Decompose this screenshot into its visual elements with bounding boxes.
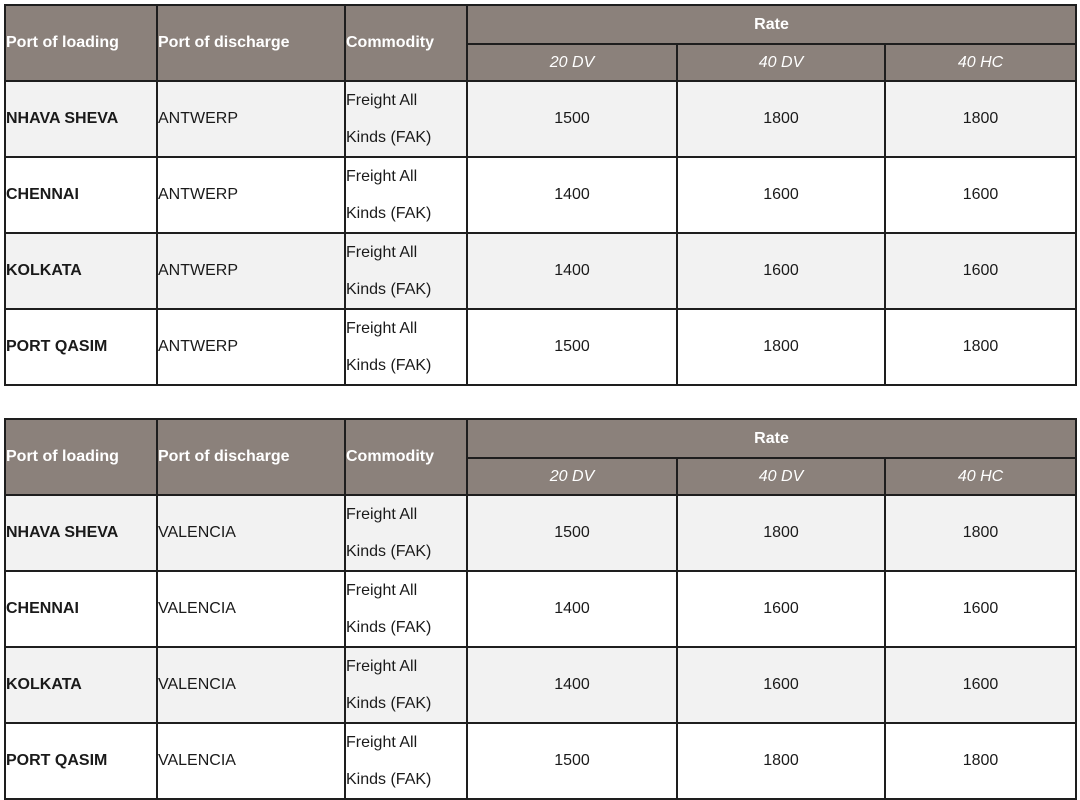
commodity-line-1: Freight All — [346, 244, 418, 261]
header-20dv: 20 DV — [467, 458, 677, 495]
rate-40hc-cell: 1600 — [885, 233, 1076, 309]
header-20dv: 20 DV — [467, 44, 677, 81]
table-row — [5, 647, 1076, 723]
header-port-of-loading: Port of loading — [5, 5, 157, 81]
rate-20dv-cell: 1400 — [467, 647, 677, 723]
commodity-line-2: Kinds (FAK) — [346, 357, 432, 374]
rate-40dv-cell: 1800 — [677, 495, 885, 571]
header-commodity: Commodity — [345, 5, 467, 81]
commodity-line-2: Kinds (FAK) — [346, 281, 432, 298]
commodity-line-1: Freight All — [346, 92, 418, 109]
table-row — [5, 495, 1076, 571]
port-of-loading-cell: KOLKATA — [5, 647, 157, 723]
commodity-cell — [345, 81, 467, 157]
commodity-line-2: Kinds (FAK) — [346, 543, 432, 560]
header-40hc: 40 HC — [885, 458, 1076, 495]
commodity-line-2: Kinds (FAK) — [346, 695, 432, 712]
commodity-cell — [345, 233, 467, 309]
commodity-line-2: Kinds (FAK) — [346, 205, 432, 222]
rate-20dv-cell: 1400 — [467, 571, 677, 647]
commodity-line-1: Freight All — [346, 658, 418, 675]
table-row — [5, 81, 1076, 157]
port-of-discharge-cell: VALENCIA — [157, 571, 345, 647]
rate-40dv-cell: 1600 — [677, 571, 885, 647]
commodity-cell — [345, 157, 467, 233]
port-of-discharge-cell: ANTWERP — [157, 157, 345, 233]
header-port-of-loading: Port of loading — [5, 419, 157, 495]
port-of-discharge-cell: VALENCIA — [157, 495, 345, 571]
table-row — [5, 723, 1076, 799]
rate-40hc-cell: 1600 — [885, 647, 1076, 723]
table-row — [5, 309, 1076, 385]
rate-40dv-cell: 1800 — [677, 309, 885, 385]
commodity-line-2: Kinds (FAK) — [346, 129, 432, 146]
port-of-loading-cell: PORT QASIM — [5, 723, 157, 799]
header-rate: Rate — [467, 5, 1076, 44]
rate-40hc-cell: 1800 — [885, 495, 1076, 571]
rate-20dv-cell: 1500 — [467, 495, 677, 571]
port-of-loading-cell: CHENNAI — [5, 571, 157, 647]
commodity-line-1: Freight All — [346, 734, 418, 751]
table-row — [5, 571, 1076, 647]
port-of-loading-cell: NHAVA SHEVA — [5, 495, 157, 571]
port-of-discharge-cell: VALENCIA — [157, 723, 345, 799]
commodity-line-1: Freight All — [346, 168, 418, 185]
rate-20dv-cell: 1400 — [467, 233, 677, 309]
port-of-loading-cell: NHAVA SHEVA — [5, 81, 157, 157]
commodity-cell — [345, 723, 467, 799]
rate-40hc-cell: 1800 — [885, 723, 1076, 799]
header-rate: Rate — [467, 419, 1076, 458]
rate-20dv-cell: 1500 — [467, 81, 677, 157]
rate-40hc-cell: 1600 — [885, 157, 1076, 233]
rate-40dv-cell: 1600 — [677, 647, 885, 723]
rate-20dv-cell: 1400 — [467, 157, 677, 233]
port-of-loading-cell: KOLKATA — [5, 233, 157, 309]
table-row — [5, 233, 1076, 309]
commodity-line-1: Freight All — [346, 506, 418, 523]
commodity-line-2: Kinds (FAK) — [346, 619, 432, 636]
commodity-cell — [345, 495, 467, 571]
header-40dv: 40 DV — [677, 44, 885, 81]
port-of-discharge-cell: ANTWERP — [157, 81, 345, 157]
header-port-of-discharge: Port of discharge — [157, 5, 345, 81]
port-of-discharge-cell: ANTWERP — [157, 233, 345, 309]
commodity-cell — [345, 309, 467, 385]
rate-20dv-cell: 1500 — [467, 309, 677, 385]
rate-40hc-cell: 1600 — [885, 571, 1076, 647]
port-of-discharge-cell: VALENCIA — [157, 647, 345, 723]
commodity-cell — [345, 647, 467, 723]
rate-table-antwerp — [4, 4, 1077, 386]
port-of-loading-cell: CHENNAI — [5, 157, 157, 233]
rate-20dv-cell: 1500 — [467, 723, 677, 799]
commodity-cell — [345, 571, 467, 647]
rate-40dv-cell: 1800 — [677, 723, 885, 799]
commodity-line-1: Freight All — [346, 582, 418, 599]
rate-40dv-cell: 1800 — [677, 81, 885, 157]
commodity-line-1: Freight All — [346, 320, 418, 337]
commodity-line-2: Kinds (FAK) — [346, 771, 432, 788]
port-of-loading-cell: PORT QASIM — [5, 309, 157, 385]
table-row — [5, 157, 1076, 233]
rate-40hc-cell: 1800 — [885, 81, 1076, 157]
header-40dv: 40 DV — [677, 458, 885, 495]
rate-40dv-cell: 1600 — [677, 233, 885, 309]
rate-table-valencia — [4, 418, 1077, 800]
rate-40dv-cell: 1600 — [677, 157, 885, 233]
header-port-of-discharge: Port of discharge — [157, 419, 345, 495]
header-commodity: Commodity — [345, 419, 467, 495]
header-40hc: 40 HC — [885, 44, 1076, 81]
port-of-discharge-cell: ANTWERP — [157, 309, 345, 385]
rate-40hc-cell: 1800 — [885, 309, 1076, 385]
